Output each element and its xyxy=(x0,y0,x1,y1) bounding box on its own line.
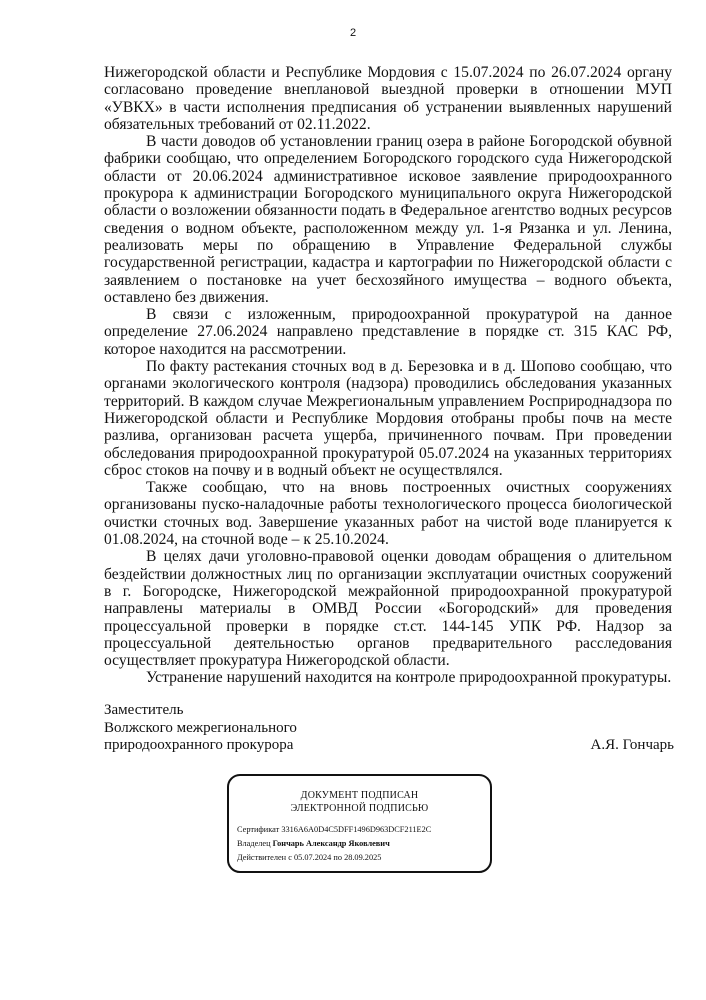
owner-label: Владелец xyxy=(237,839,271,848)
paragraph-representation: В связи с изложенным, природоохранной прокуратурой на данное определение 27.06.2024 направлено представление в порядке ст. 315 КАС РФ, которое находится на рассмотрении. xyxy=(104,306,672,358)
stamp-validity xyxy=(237,851,490,865)
valid-label: Действителен с xyxy=(237,853,292,862)
paragraph-treatment-facilities: Также сообщаю, что на вновь построенных очистных сооружениях организованы пуско-наладочные работы технологического процесса биологической очистки сточных вод. Завершение указанных работ на чистой воде планируется к 01.08.2024, на сточной воде – к 25.10.2024. xyxy=(104,479,672,549)
signatory-name: А.Я. Гончарь xyxy=(590,737,674,753)
paragraph-wastewater-spill: По факту растекания сточных вод в д. Березовка и в д. Шопово сообщаю, что органами экологического контроля (надзора) проводились обследования указанных территорий. В каждом случае Межрегиональным управлением Росприроднадзора по Нижегородской области и Республике Мордовия отобраны пробы почв на месте разлива, организован расчета ущерба, причиненного почвам. При проведении обследования природоохранной прокуратурой 05.07.2024 на указанных территориях сброс стоков на почву и в водный объект не осуществлялся. xyxy=(104,358,672,479)
page-number: 2 xyxy=(349,27,357,39)
paragraph-lake-boundaries: В части доводов об установлении границ озера в районе Богородской обувной фабрики сообщаю, что определением Богородского городского суда Нижегородской области от 20.06.2024 административное исковое заявление природоохранного прокурора к администрации Богородского муниципального округа Нижегородской области о возложении обязанности подать в Федеральное агентство водных ресурсов сведения о водном объекте, расположенном между ул. 1-я Рязанка и ул. Ленина, реализовать меры по обращению в Управление Федеральной службы государственной регистрации, кадастра и картографии по Нижегородской области с заявлением о постановке на учет бесхозяйного имущества – водного объекта, оставлено без движения. xyxy=(104,133,672,306)
valid-to: 28.09.2025 xyxy=(344,853,382,862)
stamp-owner xyxy=(237,837,490,851)
certificate-label: Сертификат xyxy=(237,825,280,834)
electronic-signature-stamp xyxy=(227,774,492,873)
valid-to-label: по xyxy=(333,853,342,862)
stamp-heading xyxy=(229,790,490,815)
stamp-details xyxy=(237,823,490,865)
paragraph-criminal-assessment: В целях дачи уголовно-правовой оценки доводам обращения о длительном бездействии должностных лиц по организации эксплуатации очистных сооружений в г. Богородске, Нижегородской межрайонной природоохранной прокуратурой направлены материалы в ОМВД России «Богородский» для проведения процессуальной проверки в порядке ст.ст. 144-145 УПК РФ. Надзор за процессуальной деятельностью органов предварительного расследования осуществляет прокуратура Нижегородской области. xyxy=(104,548,672,670)
owner-value: Гончарь Александр Яковлевич xyxy=(272,839,390,848)
stamp-heading-line: ДОКУМЕНТ ПОДПИСАН xyxy=(300,790,419,801)
letter-body xyxy=(104,64,672,687)
valid-from: 05.07.2024 xyxy=(293,853,332,862)
stamp-heading-line: ЭЛЕКТРОННОЙ ПОДПИСЬЮ xyxy=(290,802,429,814)
signatory-position-line: Заместитель xyxy=(104,702,184,718)
signatory-position xyxy=(104,702,674,755)
signatory-position-line: Волжского межрегионального xyxy=(104,719,297,736)
certificate-value: 3316A6A0D4C5DFF1496D963DCF211E2C xyxy=(281,825,432,834)
signature-block xyxy=(104,702,674,755)
stamp-certificate xyxy=(237,823,490,837)
paragraph-control: Устранение нарушений находится на контроле природоохранной прокуратуры. xyxy=(146,669,672,687)
paragraph-continuation: Нижегородской области и Республике Мордовия с 15.07.2024 по 26.07.2024 органу согласовано проведение внеплановой выездной проверки в отношении МУП «УВКХ» в части исполнения предписания об устранении выявленных нарушений обязательных требований от 02.11.2022. xyxy=(104,64,672,133)
signatory-position-line: природоохранного прокурора xyxy=(104,737,294,753)
